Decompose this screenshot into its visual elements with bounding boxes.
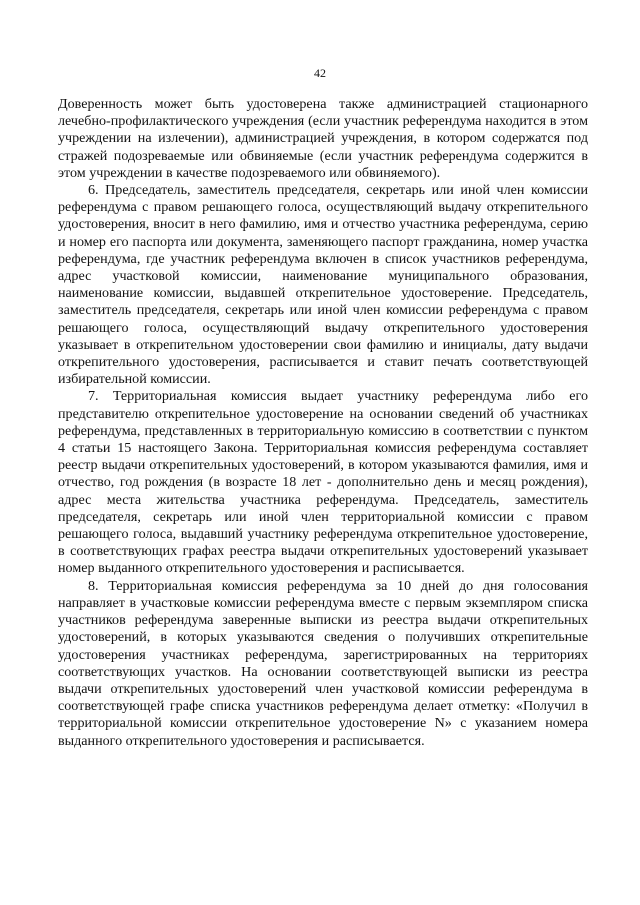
page-number: 42 <box>314 66 326 80</box>
paragraph-item-6: 6. Председатель, заместитель председателя, секретарь или иной член комиссии референдума с правом решающего голоса, осуществляющий выдачу открепительного удостоверения, вносит в него фамилию, имя и отчество участника референдума, серию и номер его паспорта или документа, заменяющего паспорт гражданина, номер участка референдума, где участник референдума включен в список участников референдума, адрес участковой комиссии, наименование муниципального образования, наименование комиссии, выдавшей открепительное удостоверение. Председатель, заместитель председателя, секретарь или иной член комиссии референдума с правом решающего голоса, осуществляющий выдачу открепительного удостоверения указывает в открепительном удостоверении свои фамилию и инициалы, дату выдачи открепительного удостоверения, расписывается и ставит печать соответствующей избирательной комиссии. <box>58 182 588 388</box>
paragraph-item-7: 7. Территориальная комиссия выдает участнику референдума либо его представителю открепительное удостоверение на основании сведений об участниках референдума, представленных в территориальную комиссию в соответствии с пунктом 4 статьи 15 настоящего Закона. Территориальная комиссия референдума составляет реестр выдачи открепительных удостоверений, в котором указываются фамилия, имя и отчество, год рождения (в возрасте 18 лет - дополнительно день и месяц рождения), адрес места жительства участника референдума. Председатель, заместитель председателя, секретарь или иной член территориальной комиссии с правом решающего голоса, выдавший участнику референдума открепительное удостоверение, в соответствующих графах реестра выдачи открепительных удостоверений указывает номер выданного открепительного удостоверения и расписывается. <box>58 388 588 577</box>
paragraph-continuation: Доверенность может быть удостоверена также администрацией стационарного лечебно-профилактического учреждения (если участник референдума находится в этом учреждении на излечении), администрацией учреждения, в котором содержатся под стражей подозреваемые или обвиняемые (если участник референдума содержится в этом учреждении в качестве подозреваемого или обвиняемого). <box>58 96 588 181</box>
document-body <box>58 96 588 750</box>
paragraph-item-8: 8. Территориальная комиссия референдума за 10 дней до дня голосования направляет в участковые комиссии референдума вместе с первым экземпляром списка участников референдума заверенные выписки из реестра выдачи открепительных удостоверений, в которых указываются сведения о получивших открепительные удостоверения участниках референдума, зарегистрированных на территориях соответствующих участков. На основании соответствующей выписки из реестра выдачи открепительных удостоверений член участковой комиссии референдума в соответствующей графе списка участников референдума делает отметку: «Получил в территориальной комиссии открепительное удостоверение N» с указанием номера выданного открепительного удостоверения и расписывается. <box>58 577 588 749</box>
